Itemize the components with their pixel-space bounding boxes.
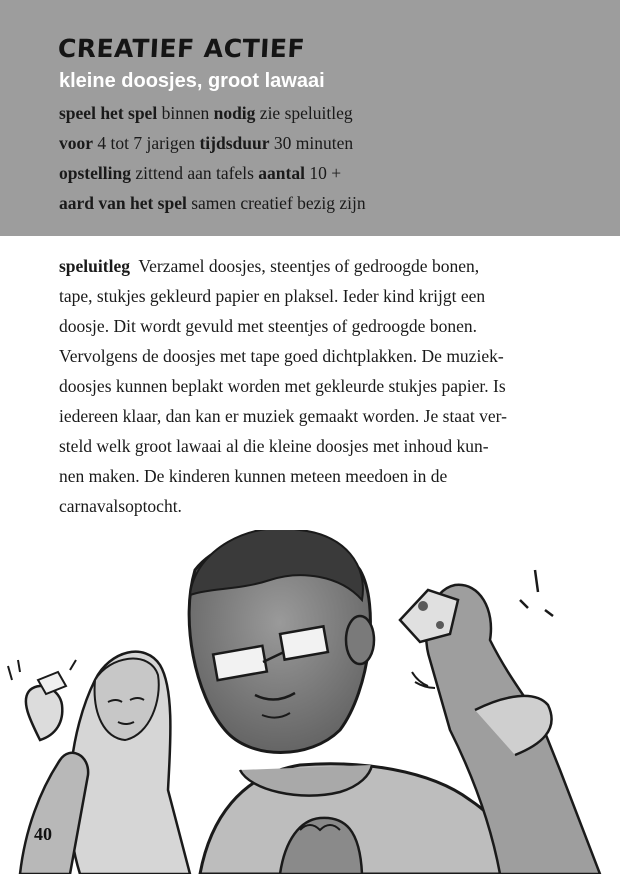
meta-value: zie speluitleg <box>259 103 353 123</box>
info-header <box>0 0 620 236</box>
meta-value: 30 minuten <box>273 133 354 153</box>
meta-label: tijdsduur <box>199 133 270 153</box>
meta-value: binnen <box>161 103 210 123</box>
body-line-text: Verzamel doosjes, steentjes of gedroogde bonen, <box>138 256 480 276</box>
meta-label: voor <box>59 133 94 153</box>
body-line: carnavalsoptocht. <box>59 496 182 516</box>
game-explanation <box>59 251 559 521</box>
body-line: tape, stukjes gekleurd papier en plaksel. Ieder kind krijgt een <box>59 286 486 306</box>
page-number: 40 <box>34 824 52 844</box>
meta-line <box>59 103 353 124</box>
body-line: doosjes kunnen beplakt worden met gekleurde stukjes papier. Is <box>59 376 506 396</box>
boy-figure <box>189 530 600 874</box>
body-line: Vervolgens de doosjes met tape goed dichtplakken. De muziek- <box>59 346 504 366</box>
section-label: speluitleg <box>59 256 130 276</box>
body-line: doosje. Dit wordt gevuld met steentjes of gedroogde bonen. <box>59 316 477 336</box>
meta-line <box>59 133 353 154</box>
page-subtitle: kleine doosjes, groot lawaai <box>59 70 325 92</box>
meta-label: aard van het spel <box>59 193 187 213</box>
page-title: CREATIEF ACTIEF <box>57 34 306 63</box>
meta-label: speel het spel <box>59 103 158 123</box>
body-line: steld welk groot lawaai al die kleine doosjes met inhoud kun- <box>59 436 489 456</box>
meta-value: 10 + <box>309 163 342 183</box>
meta-label: opstelling <box>59 163 131 183</box>
body-line: iedereen klaar, dan kan er muziek gemaakt worden. Je staat ver- <box>59 406 507 426</box>
meta-label: nodig <box>213 103 256 123</box>
meta-label: aantal <box>258 163 305 183</box>
body-line <box>59 251 559 281</box>
meta-value: samen creatief bezig zijn <box>191 193 366 213</box>
meta-line <box>59 163 341 184</box>
meta-value: zittend aan tafels <box>135 163 254 183</box>
body-line: nen maken. De kinderen kunnen meteen meedoen in de <box>59 466 448 486</box>
children-shaking-boxes-illustration <box>0 530 620 874</box>
meta-line <box>59 193 366 214</box>
meta-value: 4 tot 7 jarigen <box>97 133 196 153</box>
